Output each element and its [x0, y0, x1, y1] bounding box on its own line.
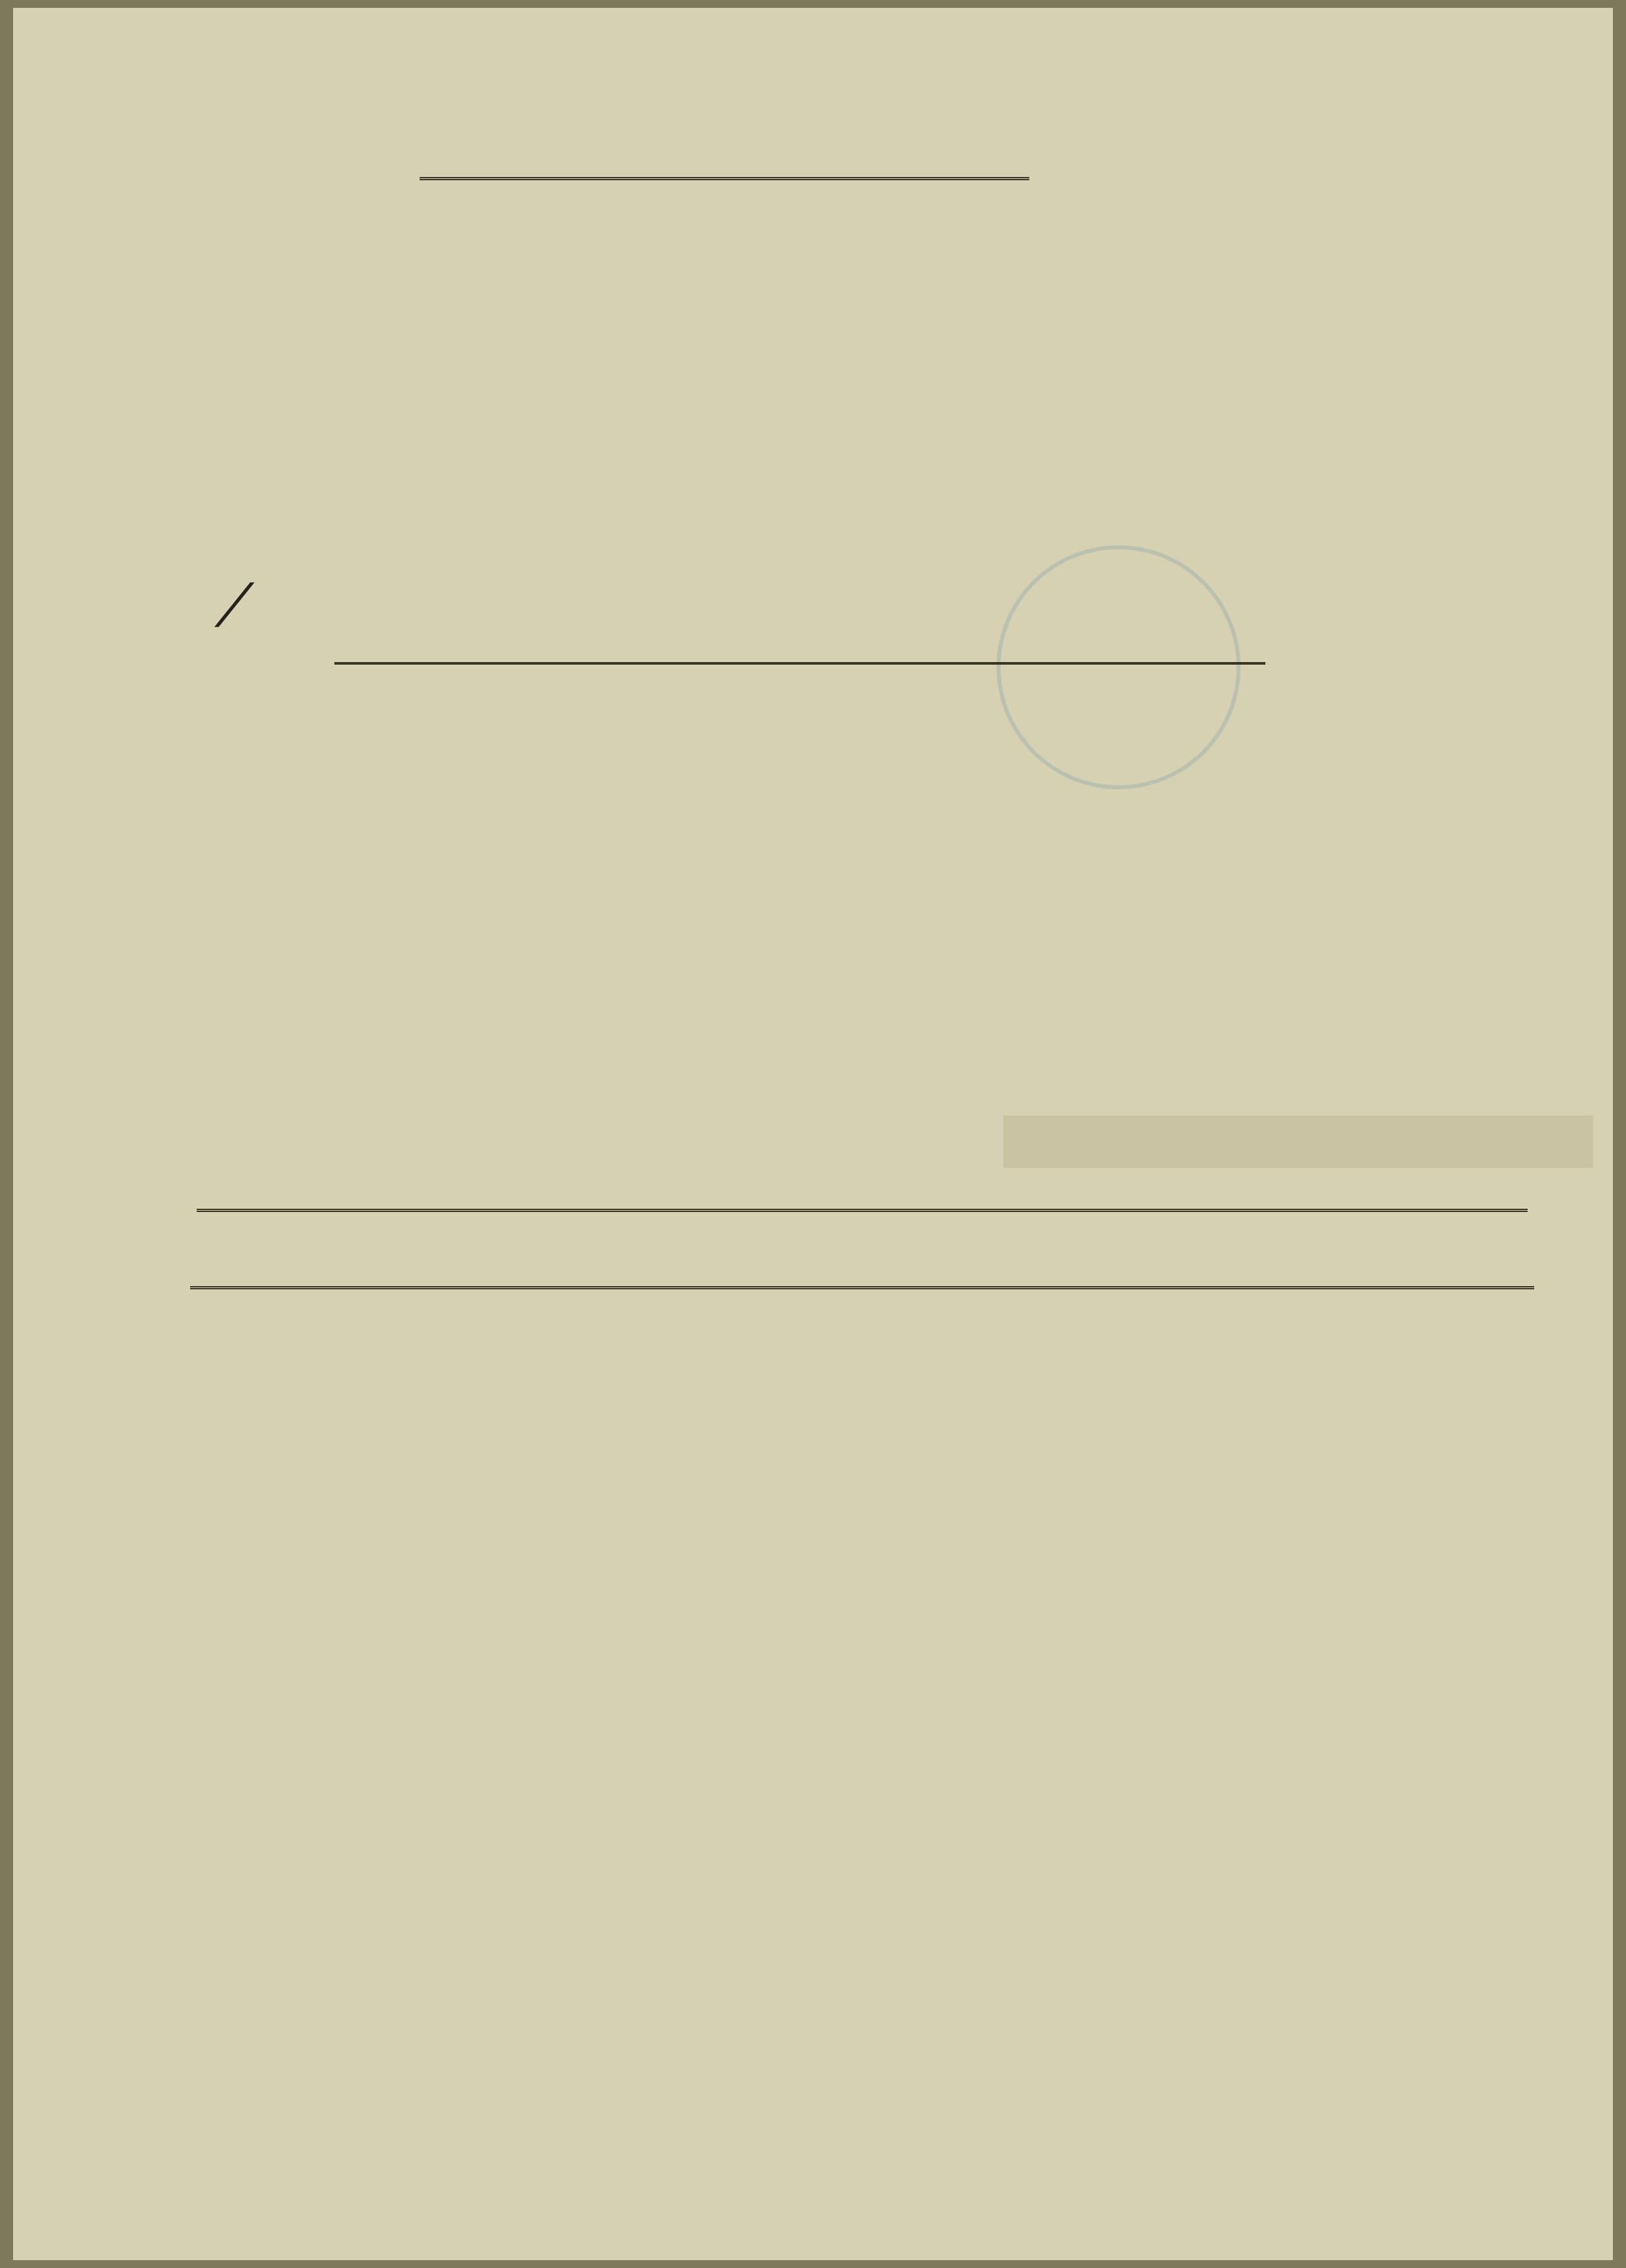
document-sheet — [13, 8, 1613, 2260]
nomination-underline — [334, 662, 1265, 665]
faded-stamp — [997, 545, 1240, 789]
redacted-address — [1003, 1116, 1593, 1168]
title-underline — [420, 177, 1029, 180]
section-separator-bottom — [190, 1286, 1534, 1289]
pen-mark: ⁄ — [229, 572, 240, 640]
section-separator-top — [197, 1209, 1528, 1212]
